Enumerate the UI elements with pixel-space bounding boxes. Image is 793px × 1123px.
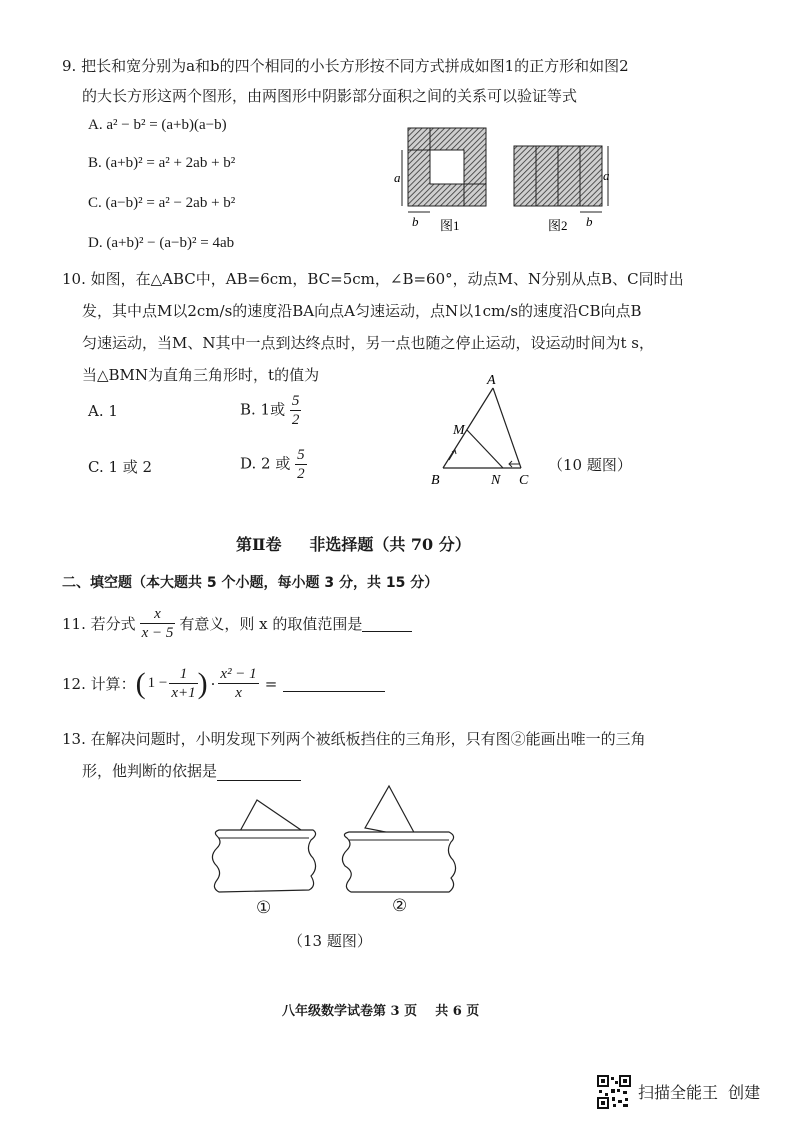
q10-option-d-fraction: $\frac{5}{2}$ (297, 447, 305, 482)
q12-left-paren: ( (135, 666, 146, 700)
q12-right-paren: ) (197, 666, 208, 700)
q9-option-c: C. (a−b)² = a² − 2ab + b² (88, 195, 236, 211)
q11-suffix: 有意义，则 x 的取值范围是 (179, 615, 363, 633)
q10-option-c: C. 1 或 2 (88, 458, 153, 476)
fig2-label-b: b (586, 214, 593, 229)
q10-line2: 发，其中点M以2cm/s的速度沿BA向点A匀速运动，点N以1cm/s的速度沿CB向点B (82, 302, 642, 320)
q12-one-minus: 1 − (147, 675, 168, 691)
q13-figure (205, 780, 475, 915)
q13-answer-blank[interactable] (217, 764, 301, 781)
figure-1 (394, 128, 486, 233)
section2-title: 第Ⅱ卷 非选择题（共 70 分） (236, 535, 471, 554)
page-footer: 八年级数学试卷第 3 页 共 6 页 (282, 1004, 480, 1019)
q11-line (62, 605, 412, 642)
point-a-label: A (487, 373, 496, 388)
q10-option-a: A. 1 (88, 402, 118, 420)
board-2 (342, 786, 455, 892)
q9-figures (390, 120, 630, 240)
q10-option-d (240, 446, 307, 483)
figure-2 (514, 146, 610, 233)
q11-fraction: $\frac{x}{x - 5}$ (141, 606, 174, 641)
q11-prefix: 11. 若分式 (62, 615, 136, 633)
q10-triangle-figure (425, 372, 545, 490)
q13-label-2: ② (392, 896, 408, 916)
q10-line4: 当△BMN为直角三角形时，t的值为 (82, 366, 320, 384)
board-1 (212, 800, 315, 892)
section2-heading: 二、填空题（本大题共 5 个小题，每小题 3 分，共 15 分） (62, 575, 439, 591)
q9-option-d: D. (a+b)² − (a−b)² = 4ab (88, 235, 235, 251)
q10-line1: 10. 如图，在△ABC中，AB=6cm，BC=5cm，∠B=60°，动点M、N分别从点B、C同时出 (62, 270, 684, 288)
point-b-label: B (431, 473, 440, 488)
fig1-caption: 图1 (440, 218, 460, 233)
qr-code-icon (597, 1075, 631, 1109)
fig1-label-b: b (412, 214, 419, 229)
point-m-label: M (453, 423, 465, 438)
q13-line2-text: 形，他判断的依据是 (82, 762, 218, 780)
q13-label-1: ① (256, 898, 272, 918)
q11-answer-blank[interactable] (362, 615, 412, 632)
fig1-label-a: a (394, 170, 401, 185)
q12-prefix: 12. 计算： (62, 675, 136, 693)
point-c-label: C (519, 473, 529, 488)
q10-option-b-fraction: $\frac{5}{2}$ (291, 393, 300, 428)
q10-caption: （10 题图） (548, 456, 632, 474)
q12-line (62, 665, 385, 702)
q13-line1: 13. 在解决问题时，小明发现下列两个被纸板挡住的三角形，只有图②能画出唯一的三角 (62, 730, 646, 748)
q9-option-b: B. (a+b)² = a² + 2ab + b² (88, 155, 236, 171)
q10-option-b (240, 392, 301, 429)
q9-option-a: A. a² − b² = (a+b)(a−b) (88, 117, 227, 133)
q9-line2: 的大长方形这两个图形，由两图形中阴影部分面积之间的关系可以验证等式 (82, 87, 578, 105)
q13-caption: （13 题图） (288, 932, 372, 950)
q10-option-b-prefix: B. 1或 (240, 400, 286, 419)
q12-fraction-2: $\frac{\text{x² − 1}}{x}$ (220, 666, 257, 701)
q12-equals: = (264, 674, 278, 693)
q9-line1: 9. 把长和宽分别为a和b的四个相同的小长方形按不同方式拼成如图1的正方形和如图2 (62, 57, 629, 75)
q12-answer-blank[interactable] (283, 675, 385, 692)
q12-dot: · (210, 674, 216, 693)
fig2-label-a: a (603, 168, 610, 183)
q10-line3: 匀速运动，当M、N其中一点到达终点时，另一点也随之停止运动，设运动时间为t s， (82, 334, 654, 352)
q13-line2 (82, 760, 301, 781)
scanner-watermark: 扫描全能王 创建 (638, 1083, 761, 1102)
q10-option-d-prefix: D. 2 或 (240, 454, 291, 473)
point-n-label: N (491, 473, 501, 488)
fig2-caption: 图2 (548, 218, 568, 233)
q12-fraction-1: $\frac{1}{x+1}$ (171, 666, 196, 701)
